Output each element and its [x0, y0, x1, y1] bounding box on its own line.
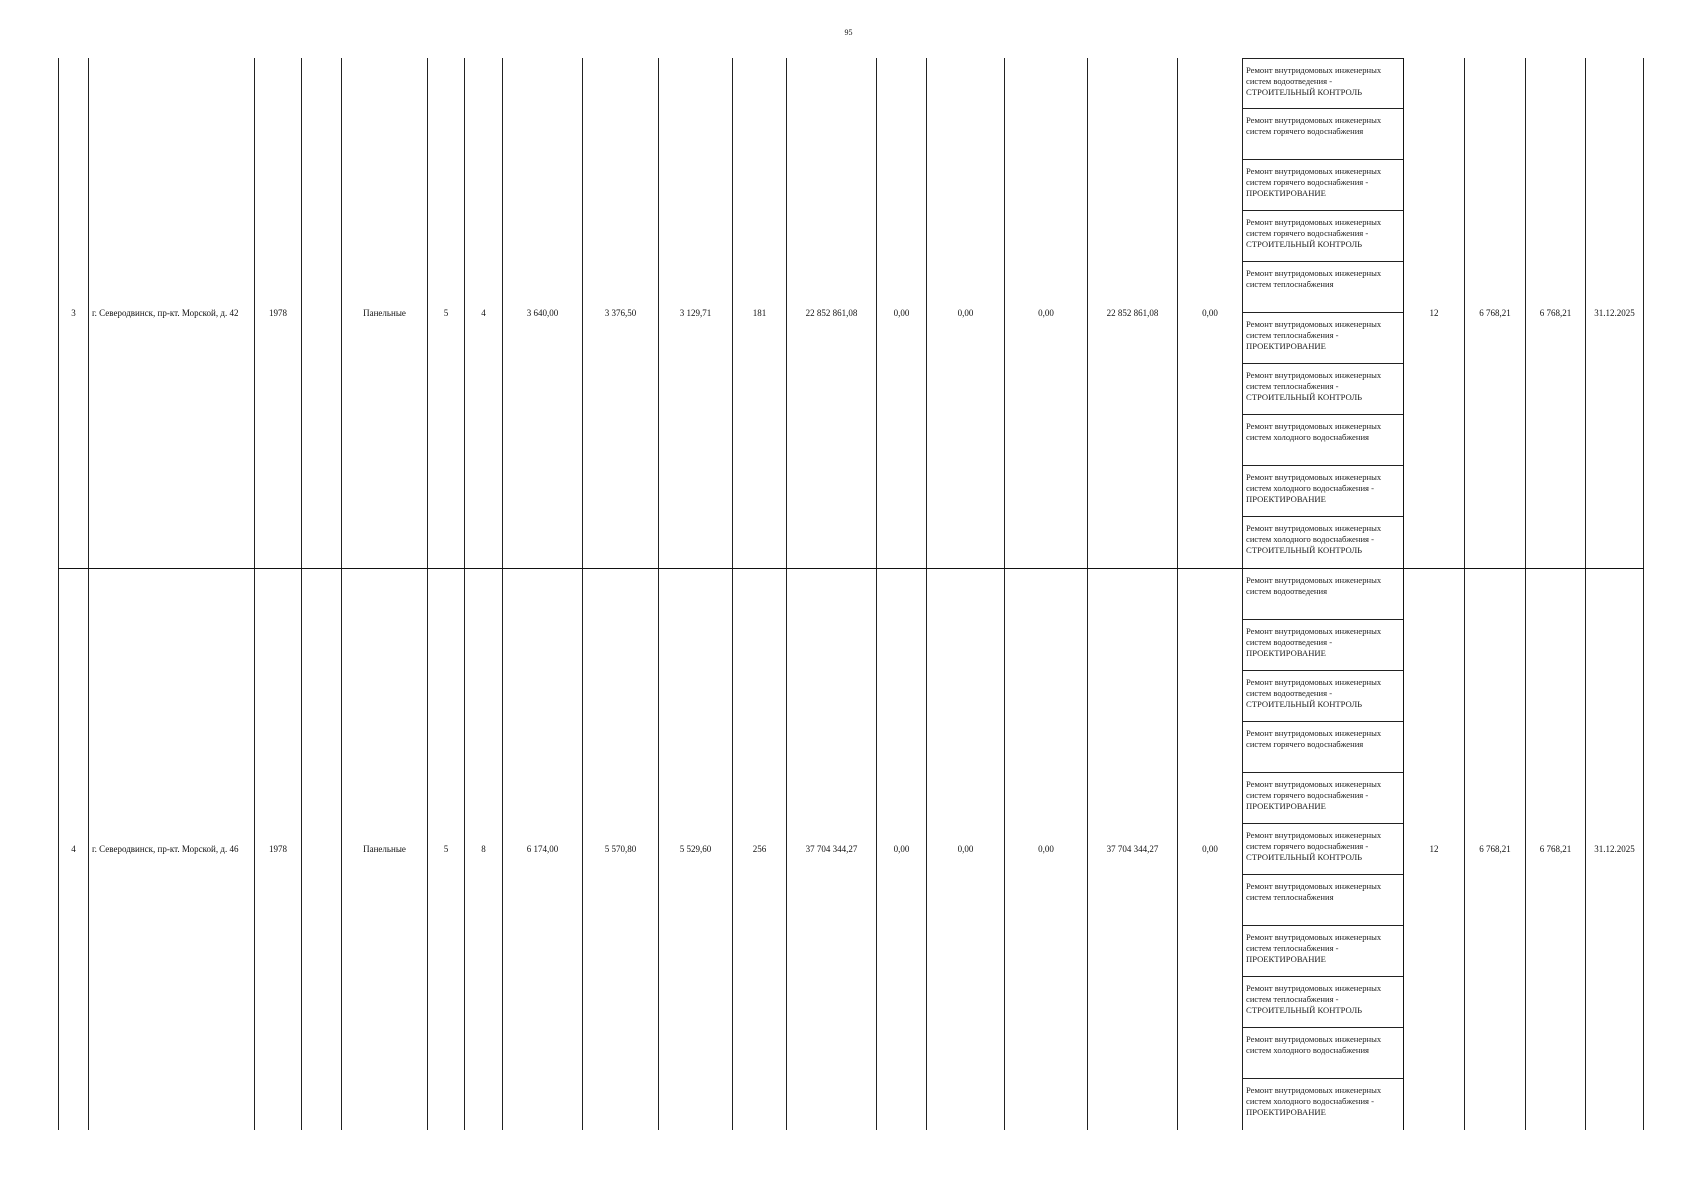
entrances-cell: 8 [465, 569, 503, 1131]
cost-total-cell: 37 704 344,27 [787, 569, 877, 1131]
work-item: Ремонт внутридомовых инженерных систем теплоснабжения - ПРОЕКТИРОВАНИЕ [1243, 313, 1403, 364]
area-living-cell: 5 570,80 [583, 569, 659, 1131]
unit-cost-cell: 6 768,21 [1465, 58, 1526, 569]
year-last-repair-cell [302, 569, 342, 1131]
works-cell [1243, 569, 1404, 1131]
work-item: Ремонт внутридомовых инженерных систем водоотведения - СТРОИТЕЛЬНЫЙ КОНТРОЛЬ [1243, 671, 1403, 722]
floors-cell: 5 [428, 569, 465, 1131]
fund-regional-cell: 0,00 [927, 569, 1005, 1131]
work-item: Ремонт внутридомовых инженерных систем горячего водоснабжения - СТРОИТЕЛЬНЫЙ КОНТРОЛЬ [1243, 211, 1403, 262]
fund-other-cell: 0,00 [1178, 569, 1243, 1131]
fund-owners-cell: 37 704 344,27 [1088, 569, 1178, 1131]
fund-federal-cell: 0,00 [877, 58, 927, 569]
works-cell [1243, 58, 1404, 569]
cost-total-cell: 22 852 861,08 [787, 58, 877, 569]
fund-other-cell: 0,00 [1178, 58, 1243, 569]
unit-cost-cell: 6 768,21 [1465, 569, 1526, 1131]
residents-cell: 256 [733, 569, 787, 1131]
work-item: Ремонт внутридомовых инженерных систем холодного водоснабжения - СТРОИТЕЛЬНЫЙ КОНТРОЛЬ [1246, 523, 1382, 555]
floors-cell: 5 [428, 58, 465, 569]
page-number: 95 [844, 28, 853, 37]
wall-material-cell: Панельные [342, 58, 428, 569]
row-number: 3 [59, 58, 89, 569]
row-number: 4 [59, 569, 89, 1131]
months-cell: 12 [1404, 58, 1465, 569]
deadline-cell: 31.12.2025 [1586, 58, 1644, 569]
table-row [59, 569, 1644, 1131]
entrances-cell: 4 [465, 58, 503, 569]
work-item: Ремонт внутридомовых инженерных систем холодного водоснабжения [1243, 415, 1403, 466]
work-item: Ремонт внутридомовых инженерных систем водоотведения [1243, 569, 1403, 620]
work-item: Ремонт внутридомовых инженерных систем горячего водоснабжения [1243, 722, 1403, 773]
fund-municipal-cell: 0,00 [1005, 569, 1088, 1131]
area-residential-cell: 5 529,60 [659, 569, 733, 1131]
area-total-cell: 6 174,00 [503, 569, 583, 1131]
area-residential-cell: 3 129,71 [659, 58, 733, 569]
unit-cost-max-cell: 6 768,21 [1526, 58, 1586, 569]
work-item: Ремонт внутридомовых инженерных систем холодного водоснабжения - ПРОЕКТИРОВАНИЕ [1246, 1085, 1382, 1117]
work-item: Ремонт внутридомовых инженерных систем горячего водоснабжения - СТРОИТЕЛЬНЫЙ КОНТРОЛЬ [1243, 824, 1403, 875]
work-item: Ремонт внутридомовых инженерных систем теплоснабжения [1243, 875, 1403, 926]
fund-owners-cell: 22 852 861,08 [1088, 58, 1178, 569]
table-row [59, 58, 1644, 569]
work-item: Ремонт внутридомовых инженерных систем холодного водоснабжения [1243, 1028, 1403, 1079]
residents-cell: 181 [733, 58, 787, 569]
year-cell: 1978 [255, 58, 302, 569]
address-cell: г. Северодвинск, пр-кт. Морской, д. 46 [89, 569, 255, 1131]
area-living-cell: 3 376,50 [583, 58, 659, 569]
address-cell: г. Северодвинск, пр-кт. Морской, д. 42 [89, 58, 255, 569]
work-item: Ремонт внутридомовых инженерных систем водоотведения - СТРОИТЕЛЬНЫЙ КОНТРОЛЬ [1243, 58, 1403, 109]
work-item: Ремонт внутридомовых инженерных систем горячего водоснабжения - ПРОЕКТИРОВАНИЕ [1243, 773, 1403, 824]
deadline-cell: 31.12.2025 [1586, 569, 1644, 1131]
months-cell: 12 [1404, 569, 1465, 1131]
work-item: Ремонт внутридомовых инженерных систем теплоснабжения [1243, 262, 1403, 313]
fund-regional-cell: 0,00 [927, 58, 1005, 569]
work-item: Ремонт внутридомовых инженерных систем теплоснабжения - ПРОЕКТИРОВАНИЕ [1243, 926, 1403, 977]
fund-municipal-cell: 0,00 [1005, 58, 1088, 569]
year-last-repair-cell [302, 58, 342, 569]
fund-federal-cell: 0,00 [877, 569, 927, 1131]
work-item: Ремонт внутридомовых инженерных систем теплоснабжения - СТРОИТЕЛЬНЫЙ КОНТРОЛЬ [1243, 977, 1403, 1028]
wall-material-cell: Панельные [342, 569, 428, 1131]
work-item: Ремонт внутридомовых инженерных систем горячего водоснабжения - ПРОЕКТИРОВАНИЕ [1243, 160, 1403, 211]
year-cell: 1978 [255, 569, 302, 1131]
unit-cost-max-cell: 6 768,21 [1526, 569, 1586, 1131]
work-item: Ремонт внутридомовых инженерных систем горячего водоснабжения [1243, 109, 1403, 160]
repair-register-table [58, 58, 1644, 1130]
work-item: Ремонт внутридомовых инженерных систем теплоснабжения - СТРОИТЕЛЬНЫЙ КОНТРОЛЬ [1243, 364, 1403, 415]
area-total-cell: 3 640,00 [503, 58, 583, 569]
work-item: Ремонт внутридомовых инженерных систем водоотведения - ПРОЕКТИРОВАНИЕ [1243, 620, 1403, 671]
work-item: Ремонт внутридомовых инженерных систем холодного водоснабжения - ПРОЕКТИРОВАНИЕ [1243, 466, 1403, 517]
